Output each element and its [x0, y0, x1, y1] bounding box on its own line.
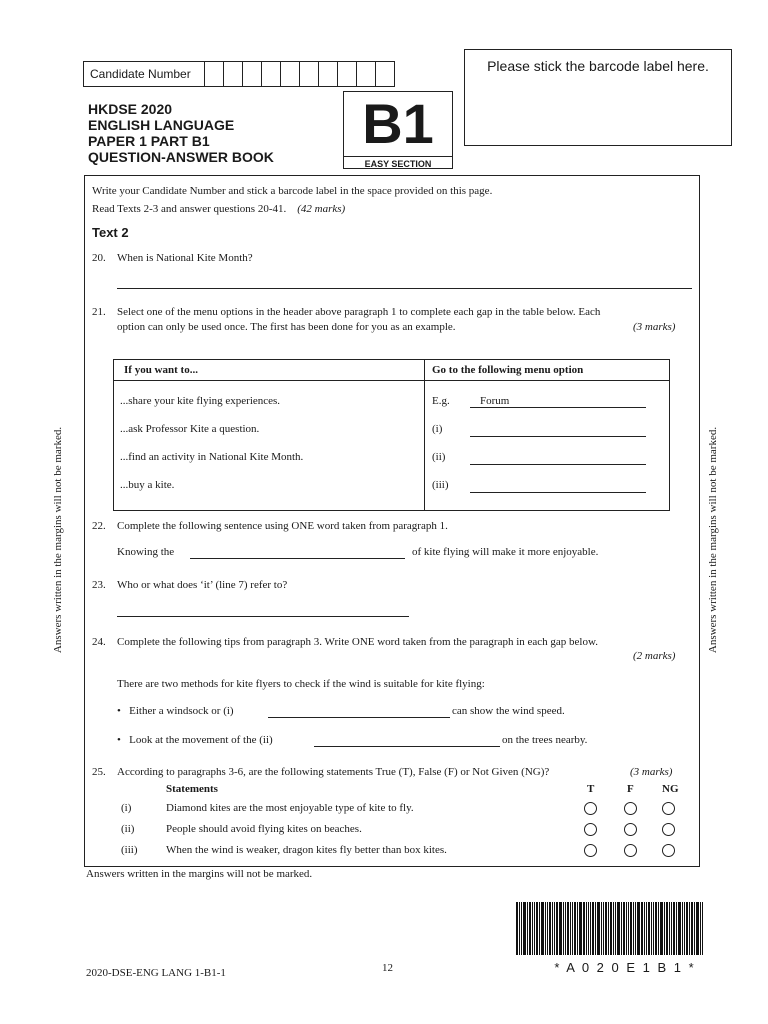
table-row-left: ...buy a kite. — [120, 479, 175, 491]
barcode-bar — [601, 902, 602, 955]
barcode-bar — [590, 902, 591, 955]
barcode-bar — [689, 902, 690, 955]
barcode-bar — [626, 902, 627, 955]
q21-text-2: option can only be used once. The first has been done for you as an example. — [117, 321, 456, 333]
q23-number: 23. — [92, 579, 106, 591]
q24-b2-post: on the trees nearby. — [502, 734, 588, 746]
barcode-bar — [651, 902, 652, 955]
q22-number: 22. — [92, 520, 106, 532]
barcode-bar — [579, 902, 582, 955]
table-header-right: Go to the following menu option — [432, 364, 584, 376]
barcode-bar — [673, 902, 675, 955]
page-number: 12 — [382, 962, 393, 974]
candidate-number-label: Candidate Number — [84, 62, 205, 86]
barcode-bar — [671, 902, 672, 955]
q24-number: 24. — [92, 636, 106, 648]
q24-b1-post: can show the wind speed. — [452, 705, 565, 717]
table-header-left: If you want to... — [124, 364, 198, 376]
barcode-bar — [646, 902, 647, 955]
q24-b1-pre: Either a windsock or (i) — [129, 705, 234, 717]
radio-not-given[interactable] — [662, 802, 675, 815]
barcode-bar — [539, 902, 540, 955]
barcode-bar — [694, 902, 695, 955]
barcode-bar — [613, 902, 614, 955]
radio-false[interactable] — [624, 823, 637, 836]
barcode-bar — [655, 902, 657, 955]
q24-bullet-1: • Either a windsock or (i) — [117, 705, 234, 717]
barcode-label-box: Please stick the barcode label here. — [464, 49, 732, 146]
barcode-bar — [676, 902, 677, 955]
barcode-bar — [592, 902, 594, 955]
barcode-bar — [658, 902, 659, 955]
barcode-bar — [521, 902, 522, 955]
q23-text: Who or what does ‘it’ (line 7) refer to? — [117, 579, 288, 591]
q24-answer-line-1[interactable] — [268, 717, 450, 718]
barcode-bar — [637, 902, 640, 955]
barcode-bar — [570, 902, 571, 955]
intro-marks: (42 marks) — [297, 203, 346, 215]
barcode-bar — [644, 902, 645, 955]
q24-text: Complete the following tips from paragraph 3. Write ONE word taken from the paragraph in each gap below. — [117, 636, 598, 648]
radio-true[interactable] — [584, 823, 597, 836]
section-code: B1 — [362, 92, 434, 155]
barcode-bar — [608, 902, 609, 955]
q24-marks: (2 marks) — [633, 650, 676, 662]
q22-pre: Knowing the — [117, 546, 175, 558]
barcode-bar — [577, 902, 578, 955]
q20-text: When is National Kite Month? — [117, 252, 253, 264]
barcode-bar — [630, 902, 632, 955]
barcode-bar — [534, 902, 535, 955]
paper-code: 2020-DSE-ENG LANG 1-B1-1 — [86, 967, 226, 979]
radio-true[interactable] — [584, 802, 597, 815]
table-row-tag: (iii) — [432, 479, 449, 491]
q21-marks: (3 marks) — [633, 321, 676, 333]
table-row-answer: Forum — [470, 395, 646, 408]
barcode-bar — [552, 902, 553, 955]
barcode-bar — [567, 902, 569, 955]
barcode-image — [516, 902, 734, 955]
barcode-bar — [623, 902, 625, 955]
barcode-bar — [586, 902, 587, 955]
table-row-tag: (ii) — [432, 451, 446, 463]
left-margin-text: Answers written in the margins will not be marked. — [52, 426, 64, 654]
radio-not-given[interactable] — [662, 823, 675, 836]
statement-tag: (ii) — [121, 823, 135, 835]
radio-true[interactable] — [584, 844, 597, 857]
barcode-bar — [633, 902, 634, 955]
statement-text: Diamond kites are the most enjoyable type of kite to fly. — [166, 802, 414, 814]
barcode-bar — [519, 902, 520, 955]
barcode-bar — [541, 902, 544, 955]
q20-answer-line[interactable] — [117, 288, 692, 289]
barcode-bar — [702, 902, 703, 955]
q20-number: 20. — [92, 252, 106, 264]
title-line: ENGLISH LANGUAGE — [88, 117, 235, 133]
table-row-left: ...ask Professor Kite a question. — [120, 423, 260, 435]
barcode-bar — [605, 902, 607, 955]
barcode-bar — [628, 902, 629, 955]
barcode-bar — [653, 902, 654, 955]
table-row-tag: E.g. — [432, 395, 450, 407]
intro-text: Read Texts 2-3 and answer questions 20-41. — [92, 203, 287, 215]
barcode-bar — [621, 902, 622, 955]
barcode-bar — [516, 902, 518, 955]
q24-bullet-2: • Look at the movement of the (ii) — [117, 734, 273, 746]
barcode-bar — [666, 902, 668, 955]
barcode-bar — [547, 902, 548, 955]
q21-number: 21. — [92, 306, 106, 318]
paper-title — [88, 101, 274, 165]
statement-tag: (i) — [121, 802, 132, 814]
statements-heading: Statements — [166, 783, 218, 795]
table-row-answer-line[interactable] — [470, 492, 646, 493]
table-row-left: ...find an activity in National Kite Month. — [120, 451, 304, 463]
section-badge — [343, 91, 453, 169]
barcode-bar — [523, 902, 526, 955]
margin-note: Answers written in the margins will not be marked. — [86, 868, 313, 880]
barcode-bar — [669, 902, 670, 955]
col-not-given: NG — [662, 783, 679, 795]
barcode-bar — [648, 902, 650, 955]
left-margin-note — [52, 427, 64, 653]
barcode-bar — [556, 902, 558, 955]
barcode-bar — [664, 902, 665, 955]
radio-not-given[interactable] — [662, 844, 675, 857]
col-true: T — [587, 783, 595, 795]
barcode-bar — [595, 902, 596, 955]
barcode-bar — [554, 902, 555, 955]
q23-answer-line[interactable] — [117, 616, 409, 617]
q21-text-1: Select one of the menu options in the header above paragraph 1 to complete each gap in the table below. Each — [117, 306, 601, 318]
barcode-bar — [529, 902, 531, 955]
intro-line-1: Write your Candidate Number and stick a barcode label in the space provided on this page. — [92, 185, 493, 197]
statement-tag: (iii) — [121, 844, 138, 856]
barcode-bar — [686, 902, 688, 955]
text-heading: Text 2 — [92, 225, 129, 240]
right-margin-text: Answers written in the margins will not be marked. — [707, 426, 719, 654]
barcode-bar — [572, 902, 573, 955]
barcode-bar — [684, 902, 685, 955]
barcode-bar — [588, 902, 589, 955]
barcode-bar — [610, 902, 612, 955]
barcode-bar — [532, 902, 533, 955]
q24-b2-pre: Look at the movement of the (ii) — [129, 734, 273, 746]
barcode-bar — [691, 902, 693, 955]
barcode-bar — [682, 902, 683, 955]
intro-line-2 — [92, 203, 345, 215]
radio-false[interactable] — [624, 802, 637, 815]
table-row-answer-line[interactable] — [470, 436, 646, 437]
barcode-bar — [563, 902, 564, 955]
q25-text: According to paragraphs 3-6, are the following statements True (T), False (F) or Not Given (NG)? — [117, 766, 550, 778]
q22-post: of kite flying will make it more enjoyable. — [412, 546, 599, 558]
q25-number: 25. — [92, 766, 106, 778]
title-line: PAPER 1 PART B1 — [88, 133, 210, 149]
barcode-bar — [617, 902, 620, 955]
barcode-bar — [660, 902, 663, 955]
title-line: QUESTION-ANSWER BOOK — [88, 149, 274, 165]
barcode-bar — [549, 902, 551, 955]
q24-intro: There are two methods for kite flyers to check if the wind is suitable for kite flying: — [117, 678, 485, 690]
barcode-bar — [583, 902, 585, 955]
barcode-bar — [615, 902, 616, 955]
q22-text: Complete the following sentence using ONE word taken from paragraph 1. — [117, 520, 448, 532]
barcode-bar — [597, 902, 600, 955]
barcode-bar — [678, 902, 681, 955]
statement-text: When the wind is weaker, dragon kites fly better than box kites. — [166, 844, 447, 856]
barcode-bar — [559, 902, 562, 955]
table-row-left: ...share your kite flying experiences. — [120, 395, 281, 407]
barcode-bar — [696, 902, 699, 955]
barcode-bar — [635, 902, 636, 955]
title-line: HKDSE 2020 — [88, 101, 173, 117]
section-name: EASY SECTION — [344, 156, 452, 169]
barcode-bar — [574, 902, 576, 955]
table-row-answer-line[interactable] — [470, 464, 646, 465]
menu-table — [113, 359, 670, 511]
barcode-bar — [700, 902, 701, 955]
barcode-bar — [565, 902, 566, 955]
barcode-bar — [603, 902, 604, 955]
barcode-bar — [527, 902, 528, 955]
barcode-text: * A 0 2 0 E 1 B 1 * — [554, 960, 696, 975]
col-false: F — [627, 783, 634, 795]
barcode-bar — [641, 902, 643, 955]
right-margin-note — [707, 427, 719, 653]
radio-false[interactable] — [624, 844, 637, 857]
candidate-number-field[interactable] — [83, 61, 395, 87]
q24-answer-line-2[interactable] — [314, 746, 500, 747]
q22-answer-line[interactable] — [190, 558, 405, 559]
q25-marks: (3 marks) — [630, 766, 673, 778]
barcode-bar — [545, 902, 546, 955]
statement-text: People should avoid flying kites on beaches. — [166, 823, 362, 835]
barcode-bar — [536, 902, 538, 955]
table-row-tag: (i) — [432, 423, 443, 435]
